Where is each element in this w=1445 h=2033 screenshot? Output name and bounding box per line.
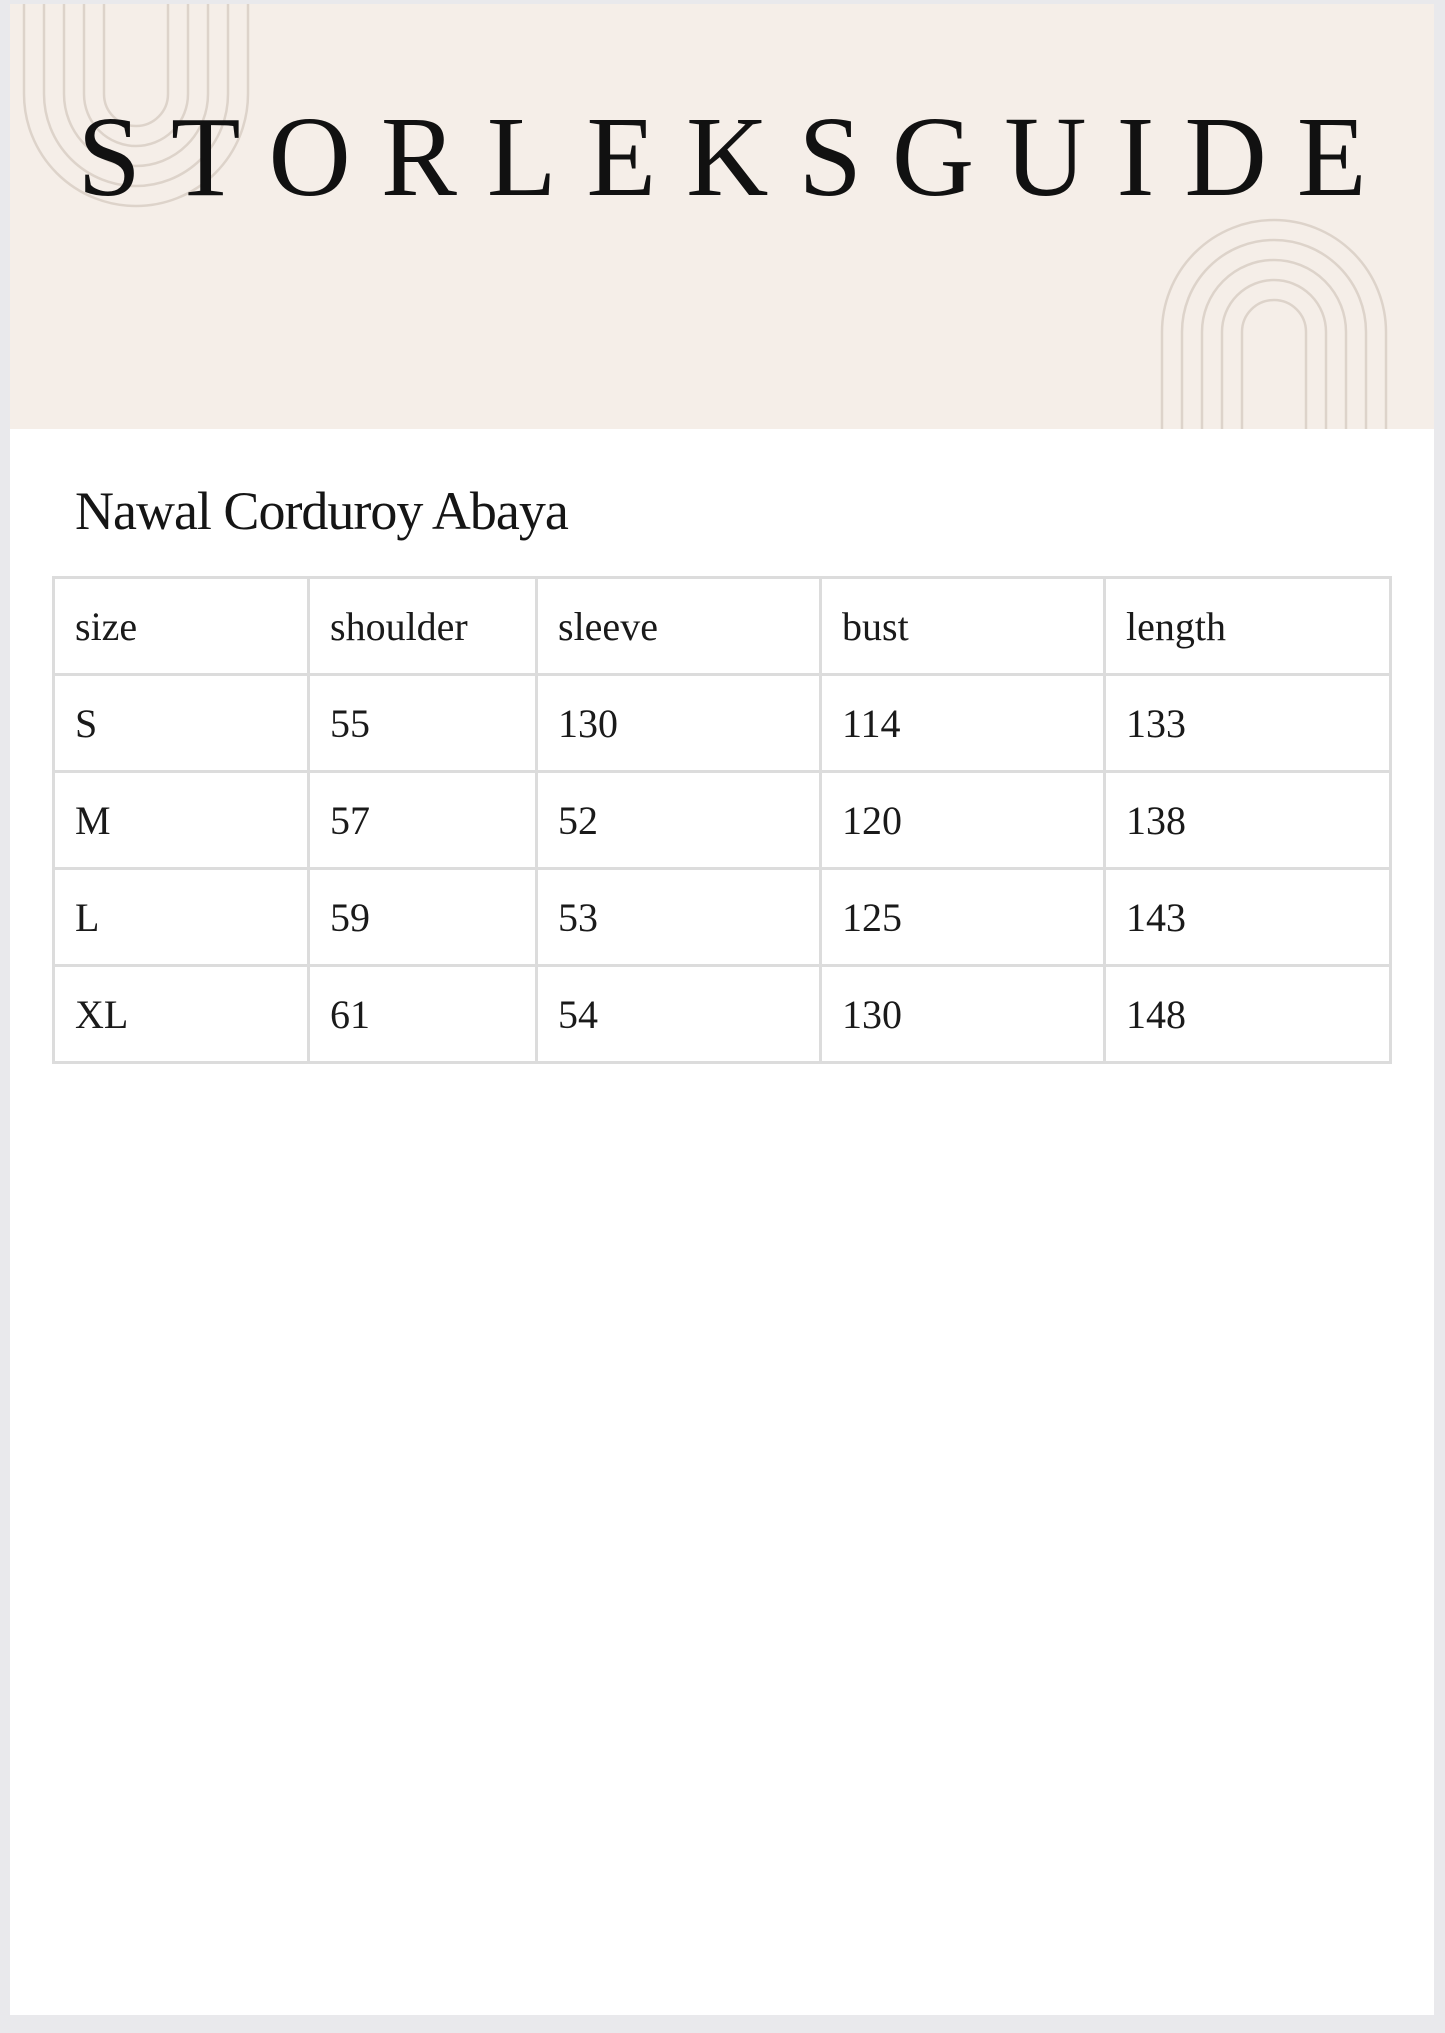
table-cell-length: 143 <box>1105 869 1391 966</box>
table-cell-length: 138 <box>1105 772 1391 869</box>
table-cell-sleeve: 54 <box>537 966 821 1063</box>
table-cell-shoulder: 61 <box>309 966 537 1063</box>
column-header-shoulder: shoulder <box>309 578 537 675</box>
table-cell-sleeve: 52 <box>537 772 821 869</box>
table-cell-length: 133 <box>1105 675 1391 772</box>
table-cell-sleeve: 53 <box>537 869 821 966</box>
column-header-size: size <box>54 578 309 675</box>
table-cell-size: S <box>54 675 309 772</box>
table-row <box>54 675 1391 772</box>
table-cell-length: 148 <box>1105 966 1391 1063</box>
table-row <box>54 966 1391 1063</box>
table-cell-size: L <box>54 869 309 966</box>
header-banner <box>10 4 1434 429</box>
table-header-row <box>54 578 1391 675</box>
table-row <box>54 869 1391 966</box>
column-header-length: length <box>1105 578 1391 675</box>
table-cell-bust: 120 <box>821 772 1105 869</box>
table-cell-bust: 114 <box>821 675 1105 772</box>
table-cell-sleeve: 130 <box>537 675 821 772</box>
size-table <box>52 576 1392 1064</box>
table-cell-shoulder: 55 <box>309 675 537 772</box>
page <box>10 4 1434 2015</box>
table-cell-shoulder: 57 <box>309 772 537 869</box>
column-header-sleeve: sleeve <box>537 578 821 675</box>
table-cell-shoulder: 59 <box>309 869 537 966</box>
table-cell-size: XL <box>54 966 309 1063</box>
table-cell-size: M <box>54 772 309 869</box>
table-cell-bust: 125 <box>821 869 1105 966</box>
table-row <box>54 772 1391 869</box>
product-title: Nawal Corduroy Abaya <box>75 481 568 541</box>
page-title: STORLEKSGUIDE <box>77 93 1397 220</box>
table-cell-bust: 130 <box>821 966 1105 1063</box>
column-header-bust: bust <box>821 578 1105 675</box>
